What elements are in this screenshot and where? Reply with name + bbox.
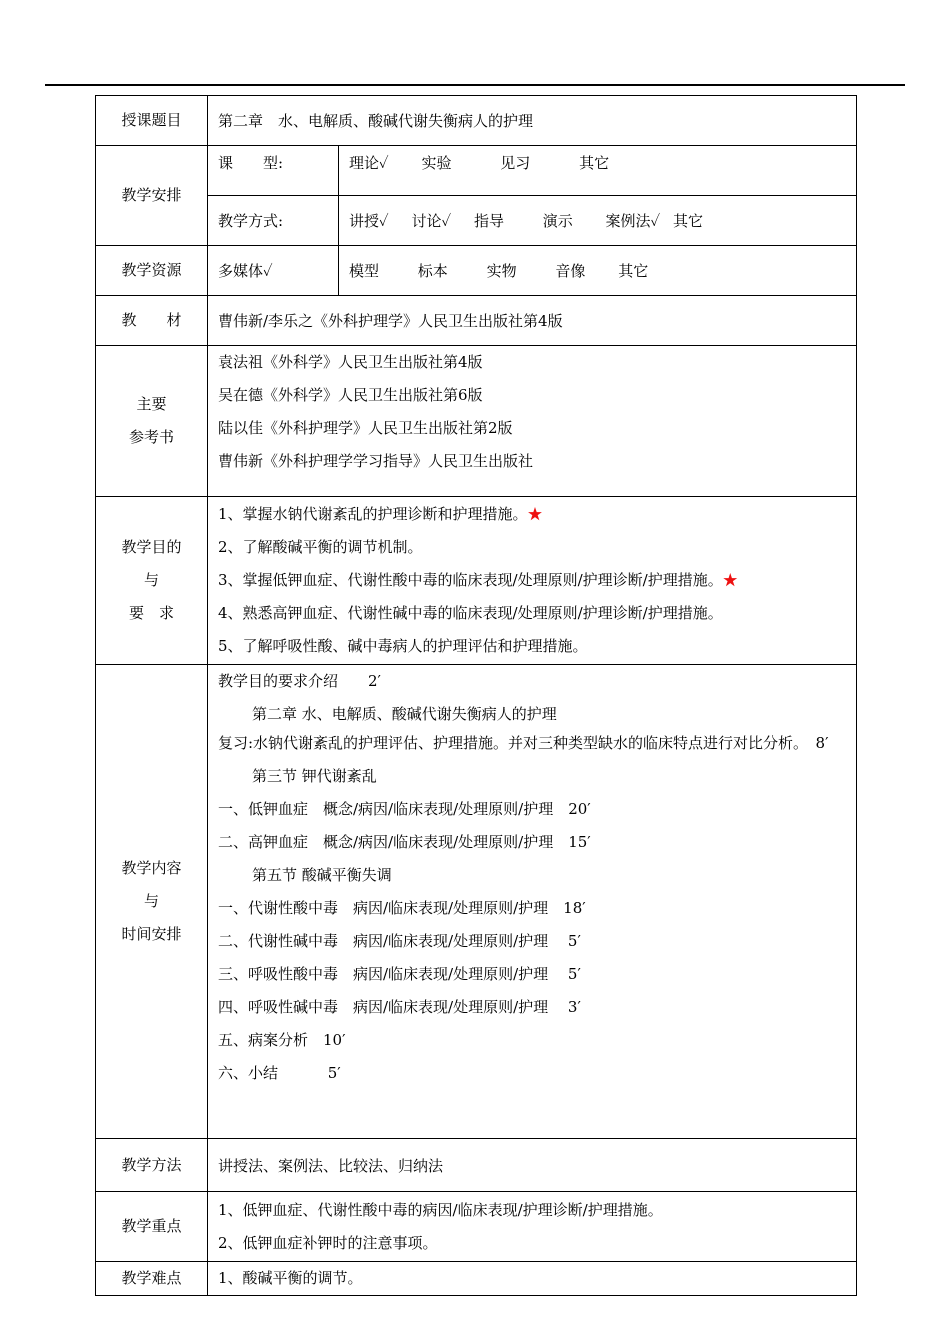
content-body xyxy=(208,665,857,1139)
content-label-line: 教学内容 xyxy=(121,859,182,877)
row-key-points xyxy=(96,1192,857,1262)
type-option: 理论✓ xyxy=(349,154,389,172)
objectives-label xyxy=(96,497,208,665)
resource-option: 实物 xyxy=(486,262,517,280)
header-rule xyxy=(45,84,905,86)
difficulties-label: 教学难点 xyxy=(96,1262,208,1296)
content-label xyxy=(96,665,208,1139)
references-list xyxy=(208,346,857,497)
content-section: 第三节 钾代谢紊乱 xyxy=(252,767,377,785)
type-options xyxy=(339,146,857,196)
key-point-item: 1、低钾血症、代谢性酸中毒的病因/临床表现/护理诊断/护理措施。 xyxy=(218,1200,663,1219)
resources-main: 多媒体✓ xyxy=(208,246,339,296)
content-chapter: 第二章 水、电解质、酸碱代谢失衡病人的护理 xyxy=(252,705,557,723)
content-review: 复习:水钠代谢紊乱的护理评估、护理措施。并对三种类型缺水的临床特点进行对比分析。 8′ xyxy=(218,734,829,752)
resource-option: 标本 xyxy=(417,262,448,280)
row-content xyxy=(96,665,857,1139)
difficulty-item: 1、酸碱平衡的调节。 xyxy=(218,1269,363,1287)
content-item: 二、代谢性碱中毒 病因/临床表现/处理原则/护理 5′ xyxy=(218,932,581,950)
method-option: 讲授✓ xyxy=(349,212,389,230)
content-item: 一、低钾血症 概念/病因/临床表现/处理原则/护理 20′ xyxy=(218,800,591,818)
objective-item xyxy=(218,564,846,597)
objective-item: 5、了解呼吸性酸、碱中毒病人的护理评估和护理措施。 xyxy=(218,637,588,655)
content-item: 五、病案分析 10′ xyxy=(218,1031,346,1049)
content-label-line: 时间安排 xyxy=(121,925,182,943)
reference-item: 陆以佳《外科护理学》人民卫生出版社第2版 xyxy=(218,419,513,437)
objectives-label-line: 要 求 xyxy=(128,604,174,622)
textbook-label: 教 材 xyxy=(96,296,208,346)
row-arrangement-method xyxy=(96,196,857,246)
reference-item: 袁法祖《外科学》人民卫生出版社第4版 xyxy=(218,353,483,371)
star-icon: ★ xyxy=(722,571,738,589)
content-item: 三、呼吸性酸中毒 病因/临床表现/处理原则/护理 5′ xyxy=(218,965,581,983)
difficulties-list xyxy=(208,1262,857,1296)
row-textbook xyxy=(96,296,857,346)
objective-text: 1、掌握水钠代谢紊乱的护理诊断和护理措施。 xyxy=(218,505,528,523)
methods-label: 教学方法 xyxy=(96,1139,208,1192)
resource-option: 其它 xyxy=(618,262,649,280)
method-option: 指导 xyxy=(473,212,504,230)
type-option: 实验 xyxy=(421,154,452,172)
objective-item: 4、熟悉高钾血症、代谢性碱中毒的临床表现/处理原则/护理诊断/护理措施。 xyxy=(218,604,723,622)
resources-options xyxy=(339,246,857,296)
type-option: 其它 xyxy=(579,154,610,172)
resource-option: 音像 xyxy=(555,262,586,280)
content-item: 二、高钾血症 概念/病因/临床表现/处理原则/护理 15′ xyxy=(218,833,591,851)
references-label-line: 参考书 xyxy=(128,428,174,446)
method-option: 其它 xyxy=(673,212,704,230)
reference-item: 吴在德《外科学》人民卫生出版社第6版 xyxy=(218,386,483,404)
arrangement-label: 教学安排 xyxy=(96,146,208,246)
method-options xyxy=(339,196,857,246)
resources-label: 教学资源 xyxy=(96,246,208,296)
methods-value: 讲授法、案例法、比较法、归纳法 xyxy=(208,1139,857,1192)
content-label-line: 与 xyxy=(143,892,159,910)
method-label: 教学方式: xyxy=(208,196,339,246)
key-point-item: 2、低钾血症补钾时的注意事项。 xyxy=(218,1233,438,1252)
content-item: 一、代谢性酸中毒 病因/临床表现/处理原则/护理 18′ xyxy=(218,899,586,917)
content-item: 四、呼吸性碱中毒 病因/临床表现/处理原则/护理 3′ xyxy=(218,998,581,1016)
references-label-line: 主要 xyxy=(136,395,167,413)
star-icon: ★ xyxy=(527,505,543,523)
row-methods xyxy=(96,1139,857,1192)
reference-item: 曹伟新《外科护理学学习指导》人民卫生出版社 xyxy=(218,452,534,470)
row-arrangement-type xyxy=(96,146,857,196)
objectives-label-line: 与 xyxy=(143,571,159,589)
row-course-title xyxy=(96,96,857,146)
objective-text: 3、掌握低钾血症、代谢性酸中毒的临床表现/处理原则/护理诊断/护理措施。 xyxy=(218,571,723,589)
objectives-list xyxy=(208,497,857,665)
key-points-list xyxy=(208,1192,857,1262)
row-difficulties xyxy=(96,1262,857,1296)
objective-item: 2、了解酸碱平衡的调节机制。 xyxy=(218,538,423,556)
key-points-label: 教学重点 xyxy=(96,1192,208,1262)
content-intro: 教学目的要求介绍 2′ xyxy=(218,672,381,690)
content-section: 第五节 酸碱平衡失调 xyxy=(252,866,392,884)
row-resources xyxy=(96,246,857,296)
row-references xyxy=(96,346,857,497)
content-item: 六、小结 5′ xyxy=(218,1064,341,1082)
row-objectives xyxy=(96,497,857,665)
method-option: 讨论✓ xyxy=(411,212,452,230)
course-title-label: 授课题目 xyxy=(96,96,208,146)
type-option: 见习 xyxy=(500,154,531,172)
lesson-plan-table xyxy=(95,95,857,1296)
course-title-value: 第二章 水、电解质、酸碱代谢失衡病人的护理 xyxy=(208,96,857,146)
type-label: 课 型: xyxy=(208,146,339,196)
objective-item xyxy=(218,498,846,531)
method-option: 演示 xyxy=(542,212,573,230)
textbook-value: 曹伟新/李乐之《外科护理学》人民卫生出版社第4版 xyxy=(208,296,857,346)
method-option: 案例法✓ xyxy=(605,212,661,230)
references-label xyxy=(96,346,208,497)
objectives-label-line: 教学目的 xyxy=(121,538,182,556)
resource-option: 模型 xyxy=(349,262,380,280)
